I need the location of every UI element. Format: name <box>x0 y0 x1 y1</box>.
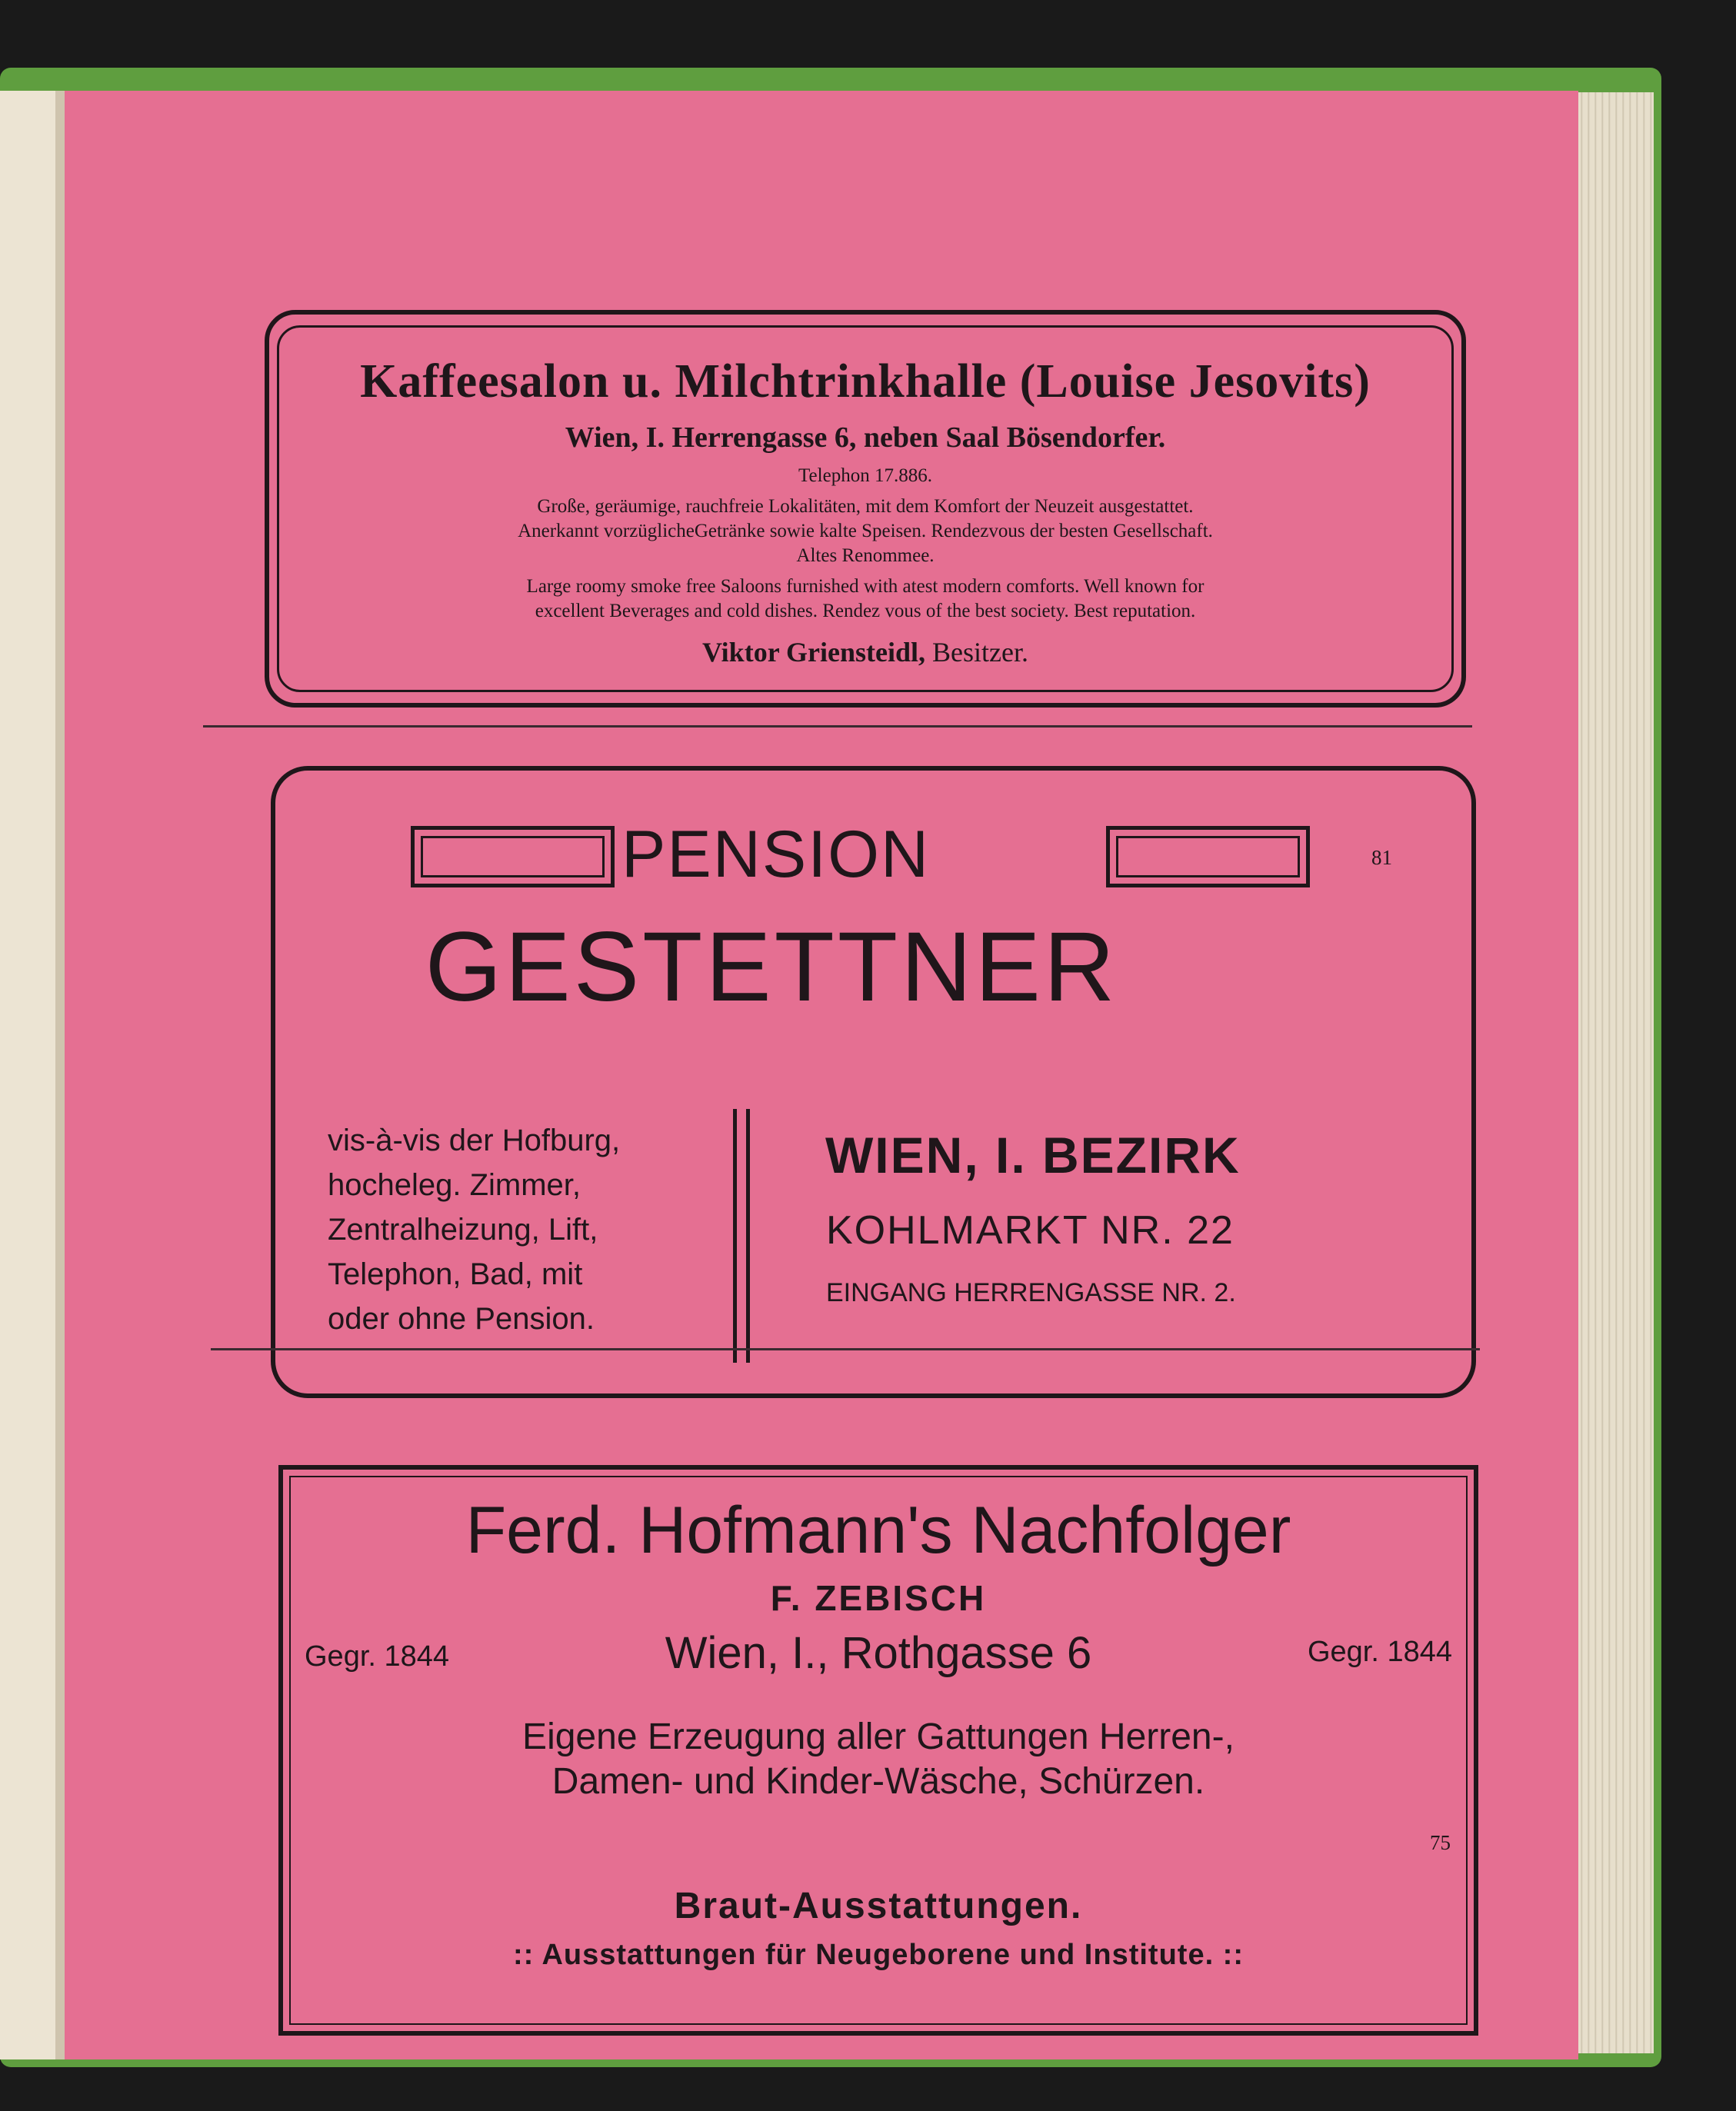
separator-rule-2 <box>211 1348 1480 1350</box>
page-number-81: 81 <box>1371 846 1392 869</box>
pension-street: KOHLMARKT NR. 22 <box>826 1208 1235 1253</box>
page-stack-edge <box>1569 92 1654 2053</box>
kaffeesalon-title: Kaffeesalon u. Milchtrinkhalle (Louise Jesovits) <box>360 355 1371 408</box>
hofmann-title: Ferd. Hofmann's Nachfolger <box>465 1493 1291 1567</box>
pension-entrance: EINGANG HERRENGASSE NR. 2. <box>826 1278 1236 1307</box>
kaffeesalon-owner <box>269 636 1461 668</box>
owner-role: Besitzer. <box>932 637 1028 668</box>
kaffeesalon-address: Wien, I. Herrengasse 6, neben Saal Bösendorfer. <box>565 421 1166 454</box>
hofmann-founded-left: Gegr. 1844 <box>305 1640 450 1673</box>
kaffeesalon-german-line-1: Große, geräumige, rauchfreie Lokalitäten, mit dem Komfort der Neuzeit ausgestattet. <box>537 496 1194 517</box>
hofmann-address: Wien, I., Rothgasse 6 <box>665 1628 1092 1678</box>
hofmann-bridal: Braut-Ausstattungen. <box>674 1886 1083 1926</box>
pension-description-line: hocheleg. Zimmer, <box>328 1168 581 1202</box>
hofmann-ad <box>278 1465 1478 2036</box>
pension-city: WIEN, I. BEZIRK <box>825 1127 1241 1184</box>
pension-description <box>328 1118 728 1341</box>
separator-rule-1 <box>203 725 1472 728</box>
vertical-divider-right <box>746 1109 750 1363</box>
advertisement-page <box>65 91 1578 2059</box>
hofmann-line-1: Eigene Erzeugung aller Gattungen Herren-, <box>522 1716 1235 1757</box>
pension-description-line: oder ohne Pension. <box>328 1302 595 1336</box>
kaffeesalon-german-line-3: Altes Renommee. <box>796 545 935 566</box>
hofmann-footer: :: Ausstattungen für Neugeborene und Institute. :: <box>513 1939 1244 1971</box>
kaffeesalon-english-line-2: excellent Beverages and cold dishes. Rendez vous of the best society. Best reputation. <box>535 601 1196 621</box>
page-number-75: 75 <box>1430 1831 1451 1854</box>
kaffeesalon-ad <box>265 310 1466 708</box>
owner-name: Viktor Griensteidl, <box>702 637 926 668</box>
kaffeesalon-telephone: Telephon 17.886. <box>798 465 932 486</box>
pension-description-line: vis-à-vis der Hofburg, <box>328 1124 621 1157</box>
hofmann-line-2: Damen- und Kinder-Wäsche, Schürzen. <box>551 1761 1205 1802</box>
pension-description-line: Telephon, Bad, mit <box>328 1257 583 1291</box>
decorative-box-right <box>1106 826 1310 887</box>
kaffeesalon-german-line-2: Anerkannt vorzüglicheGetränke sowie kalte Speisen. Rendezvous der besten Gesellschaft. <box>518 521 1213 541</box>
vertical-divider-left <box>733 1109 737 1363</box>
kaffeesalon-english-line-1: Large roomy smoke free Saloons furnished with atest modern comforts. Well known for <box>526 576 1205 597</box>
pension-heading: PENSION <box>621 817 931 891</box>
hofmann-founded-right: Gegr. 1844 <box>1307 1636 1452 1668</box>
pension-gestettner-ad <box>271 766 1476 1398</box>
left-page-edge <box>0 91 55 2059</box>
decorative-box-left <box>411 826 615 887</box>
hofmann-subtitle: F. ZEBISCH <box>770 1578 987 1618</box>
pension-name: GESTETTNER <box>425 912 1118 1022</box>
pension-description-line: Zentralheizung, Lift, <box>328 1213 598 1247</box>
